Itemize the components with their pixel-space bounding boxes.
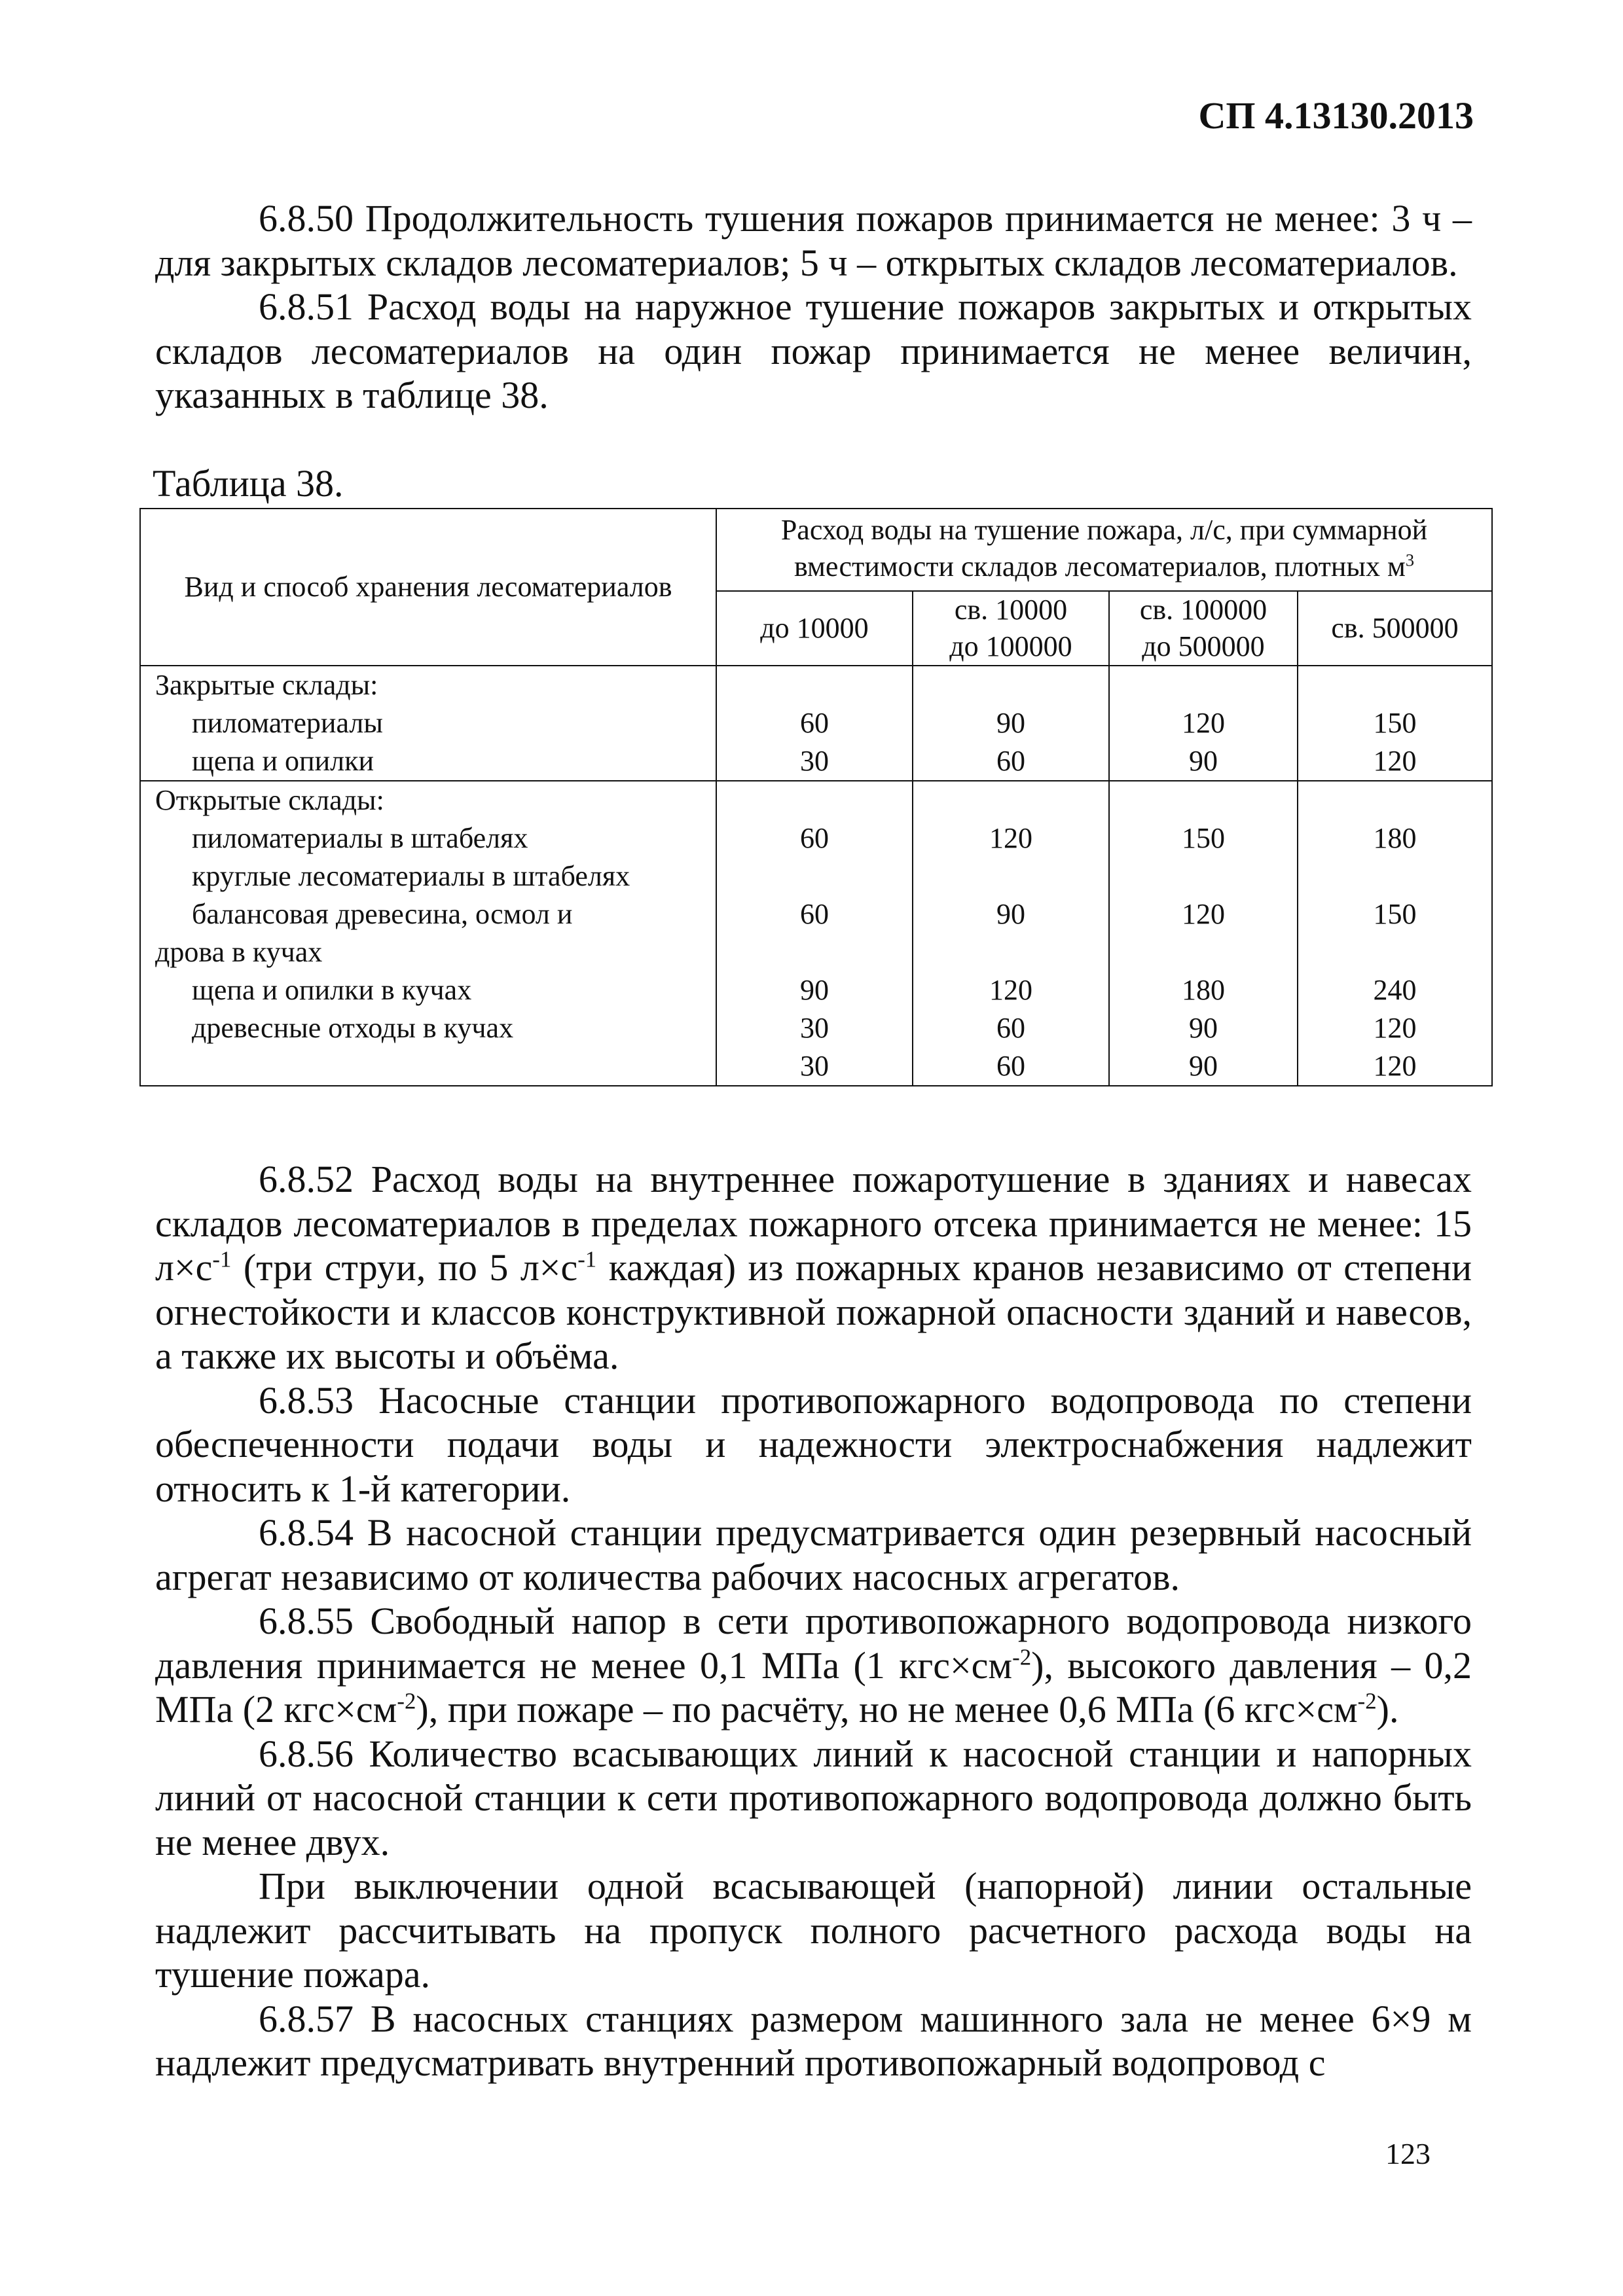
storage-type-line: дрова в кучах	[155, 936, 323, 968]
paragraph-6-8-50	[155, 196, 1472, 285]
flow-value: 150	[1182, 822, 1225, 854]
storage-type-line: балансовая древесина, осмол и	[192, 898, 573, 930]
flow-value: 90	[996, 898, 1025, 930]
table-row-group	[140, 781, 1492, 1086]
flow-value	[717, 933, 912, 971]
subheader-line: до 10000	[760, 612, 869, 644]
flow-value-cell	[716, 666, 913, 781]
flow-value-cell	[716, 781, 913, 1086]
column-group-header-text: Расход воды на тушение пожара, л/с, при суммарной вместимости складов лесоматериалов, плотных м	[780, 514, 1428, 583]
unit-superscript: 3	[1405, 550, 1415, 570]
clause-text: Расход воды на наружное тушение пожаров закрытых и открытых складов лесоматериалов на один пожар принимается не менее величин, указанных в таблице 38.	[155, 285, 1472, 416]
storage-type-line: щепа и опилки в кучах	[192, 974, 472, 1006]
paragraph-6-8-56	[155, 1732, 1472, 1865]
text-block-bottom	[155, 1157, 1472, 2085]
clause-number: 6.8.54	[259, 1511, 367, 1554]
flow-value: 30	[800, 745, 829, 777]
paragraph-6-8-51	[155, 285, 1472, 418]
flow-value	[913, 666, 1108, 704]
column-group-header-water-flow	[716, 509, 1492, 591]
paragraph-6-8-54	[155, 1511, 1472, 1599]
column-subheader-4	[1298, 591, 1492, 666]
flow-value: 120	[1373, 1012, 1417, 1044]
flow-value-cell	[913, 781, 1109, 1086]
clause-text: В насосной станции предусматривается один резервный насосный агрегат независимо от количества рабочих насосных агрегатов.	[155, 1511, 1472, 1598]
table-row-group	[140, 666, 1492, 781]
flow-value: 60	[996, 1050, 1025, 1082]
clause-text: Количество всасывающих линий к насосной станции и напорных линий от насосной станции к сети противопожарного водопровода должно быть не менее двух.	[155, 1732, 1472, 1863]
storage-type-cell	[140, 666, 716, 781]
flow-value	[913, 857, 1108, 895]
flow-value	[1298, 666, 1491, 704]
flow-value: 120	[1182, 707, 1225, 739]
flow-value: 120	[989, 974, 1032, 1006]
flow-value	[1110, 933, 1297, 971]
flow-value: 90	[1189, 1012, 1218, 1044]
table-38	[139, 508, 1493, 1086]
flow-value: 120	[989, 822, 1032, 854]
subheader-line: св. 10000	[954, 594, 1068, 626]
column-header-storage-type	[140, 509, 716, 666]
flow-value: 90	[996, 707, 1025, 739]
paragraph-6-8-53	[155, 1378, 1472, 1511]
flow-value-cell	[1109, 666, 1298, 781]
flow-value-cell	[1109, 781, 1298, 1086]
flow-value	[1110, 781, 1297, 819]
clause-text: Насосные станции противопожарного водопровода по степени обеспеченности подачи воды и надежности электроснабжения надлежит относить к 1-й категории.	[155, 1378, 1472, 1510]
clause-number: 6.8.56	[259, 1732, 369, 1775]
flow-value: 90	[800, 974, 829, 1006]
flow-value	[717, 781, 912, 819]
subheader-line: св. 100000	[1139, 594, 1267, 626]
text-block-top	[155, 196, 1472, 418]
flow-value	[1298, 857, 1491, 895]
flow-value: 180	[1182, 974, 1225, 1006]
flow-value	[717, 857, 912, 895]
flow-value	[717, 666, 912, 704]
table-header-row	[140, 509, 1492, 591]
table-caption: Таблица 38.	[153, 462, 344, 505]
storage-type-line: Открытые склады:	[155, 784, 384, 816]
flow-value	[1110, 857, 1297, 895]
flow-value: 30	[800, 1050, 829, 1082]
flow-value: 30	[800, 1012, 829, 1044]
subheader-line: до 500000	[1142, 630, 1265, 662]
clause-number: 6.8.55	[259, 1600, 371, 1642]
flow-value: 120	[1182, 898, 1225, 930]
page-number: 123	[1385, 2137, 1431, 2170]
clause-text: При выключении одной всасывающей (напорной) линии остальные надлежит рассчитывать на пропуск полного расчетного расхода воды на тушение пожара.	[155, 1865, 1472, 1996]
flow-value-cell	[1298, 781, 1492, 1086]
flow-value: 150	[1373, 898, 1417, 930]
flow-value: 60	[800, 707, 829, 739]
flow-value: 60	[996, 1012, 1025, 1044]
clause-number: 6.8.51	[259, 285, 367, 328]
clause-text: В насосных станциях размером машинного зала не менее 6×9 м надлежит предусматривать внутренний противопожарный водопровод с	[155, 1997, 1472, 2084]
paragraph-6-8-55	[155, 1599, 1472, 1732]
column-subheader-3	[1109, 591, 1298, 666]
clause-text: Свободный напор в сети противопожарного водопровода низкого давления принимается не менее 0,1 МПа (1 $кгс\times см^{-2}$), высокого давления – 0,2 МПа (2 $кгс\times см^{-2}$), при пожаре – по расчёту, но не менее 0,6 МПа (6 $кгс\times см^{-2}$).	[155, 1600, 1472, 1731]
flow-value	[913, 781, 1108, 819]
flow-value: 60	[800, 898, 829, 930]
subheader-line: св. 500000	[1331, 612, 1459, 644]
flow-value: 180	[1373, 822, 1417, 854]
flow-value-cell	[1298, 666, 1492, 781]
storage-type-line: круглые лесоматериалы в штабелях	[192, 860, 630, 892]
clause-text: Продолжительность тушения пожаров принимается не менее: 3 ч – для закрытых складов лесоматериалов; 5 ч – открытых складов лесоматериалов.	[155, 197, 1472, 284]
flow-value-cell	[913, 666, 1109, 781]
flow-value	[1298, 781, 1491, 819]
flow-value: 90	[1189, 745, 1218, 777]
storage-type-line: щепа и опилки	[192, 745, 374, 777]
column-subheader-2	[913, 591, 1109, 666]
paragraph-6-8-57	[155, 1997, 1472, 2085]
clause-number: 6.8.53	[259, 1378, 379, 1422]
document-code: СП 4.13130.2013	[1198, 94, 1474, 137]
clause-number: 6.8.50	[259, 197, 365, 240]
storage-type-line: древесные отходы в кучах	[192, 1012, 514, 1044]
clause-number: 6.8.57	[259, 1997, 371, 2040]
storage-type-line: пиломатериалы	[192, 707, 383, 739]
flow-value: 60	[800, 822, 829, 854]
flow-value: 150	[1373, 707, 1417, 739]
storage-type-cell	[140, 781, 716, 1086]
flow-value: 240	[1373, 974, 1417, 1006]
flow-value	[1298, 933, 1491, 971]
flow-value	[913, 933, 1108, 971]
flow-value	[1110, 666, 1297, 704]
column-header-storage-type-text: Вид и способ хранения лесоматериалов	[184, 571, 672, 603]
storage-type-line: Закрытые склады:	[155, 669, 378, 701]
flow-value: 120	[1373, 745, 1417, 777]
flow-value: 60	[996, 745, 1025, 777]
subheader-line: до 100000	[949, 630, 1072, 662]
flow-value: 120	[1373, 1050, 1417, 1082]
flow-value: 90	[1189, 1050, 1218, 1082]
paragraph-6-8-52	[155, 1157, 1472, 1378]
clause-text: Расход воды на внутреннее пожаротушение в зданиях и навесах складов лесоматериалов в пределах пожарного отсека принимается не менее: 15 $л\times с^{-1}$ (три струи, по 5 $л\times с^{-1}$ каждая) из пожарных кранов независимо от степени огнестойкости и классов конструктивной пожарной опасности зданий и навесов, а также их высоты и объёма.	[155, 1158, 1472, 1377]
column-subheader-1	[716, 591, 913, 666]
paragraph-continuation	[155, 1864, 1472, 1997]
storage-type-line	[141, 1047, 716, 1085]
storage-type-line: пиломатериалы в штабелях	[192, 822, 528, 854]
clause-number: 6.8.52	[259, 1158, 371, 1200]
